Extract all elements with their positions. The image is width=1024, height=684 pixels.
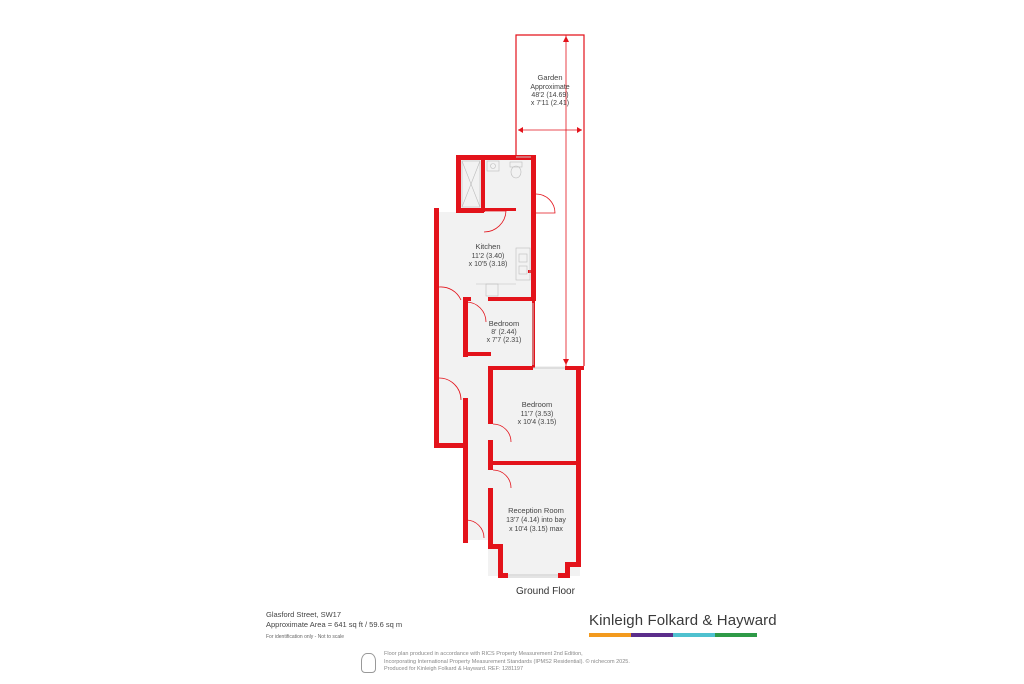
bedroom-large-line1: 11'7 (3.53) [520,411,554,418]
footer-notes [384,651,630,674]
brand-bar-teal [673,633,715,637]
footer-line2: Incorporating International Property Measurement Standards (IPMS2 Residential). © nichecom 2025. [384,658,630,665]
garden-name: Garden [537,73,563,82]
reception-line1: 13'7 (4.14) into bay [506,517,566,524]
arrow-up-icon [563,36,569,42]
arrow-down-icon [563,359,569,365]
footer-line3: Produced for Kinleigh Folkard & Hayward. REF: 1281197 [384,666,523,672]
garden-line3: x 7'11 (2.41) [530,100,570,107]
approximate-area: Approximate Area = 641 sq ft / 59.6 sq m [266,620,403,629]
footer-line1: Floor plan produced in accordance with RICS Property Measurement 2nd Edition, [384,651,583,657]
arrow-left-icon [518,127,523,133]
arrow-right-icon [577,127,582,133]
kitchen-line1: 11'2 (3.40) [471,253,505,260]
brand-bar-orange [589,633,631,637]
garden-line1: Approximate [530,84,570,91]
property-info [266,610,402,642]
brand-bar-purple [631,633,673,637]
brand-logo [589,612,777,637]
disclaimer: For identification only - Not to scale [266,634,345,640]
bedroom-small-line2: x 7'7 (2.31) [486,337,522,344]
address: Glasford Street, SW17 [266,610,342,619]
reception-name: Reception Room [508,506,564,515]
kitchen-name: Kitchen [475,242,501,251]
rics-logo-icon [361,653,376,673]
bedroom-small-name: Bedroom [488,319,520,328]
floor-label: Ground Floor [516,586,575,597]
reception-line2: x 10'4 (3.15) max [509,526,563,533]
brand-color-bars [589,633,777,637]
bedroom-small-line1: 8' (2.44) [491,329,517,336]
footer [361,651,630,674]
bedroom-large-line2: x 10'4 (3.15) [517,419,557,426]
kitchen-door-swing [536,194,555,213]
brand-name: Kinleigh Folkard & Hayward [589,612,777,629]
kitchen-line2: x 10'5 (3.18) [468,261,508,268]
brand-bar-green [715,633,757,637]
bedroom-large-name: Bedroom [521,400,553,409]
garden-line2: 48'2 (14.69) [531,92,569,99]
